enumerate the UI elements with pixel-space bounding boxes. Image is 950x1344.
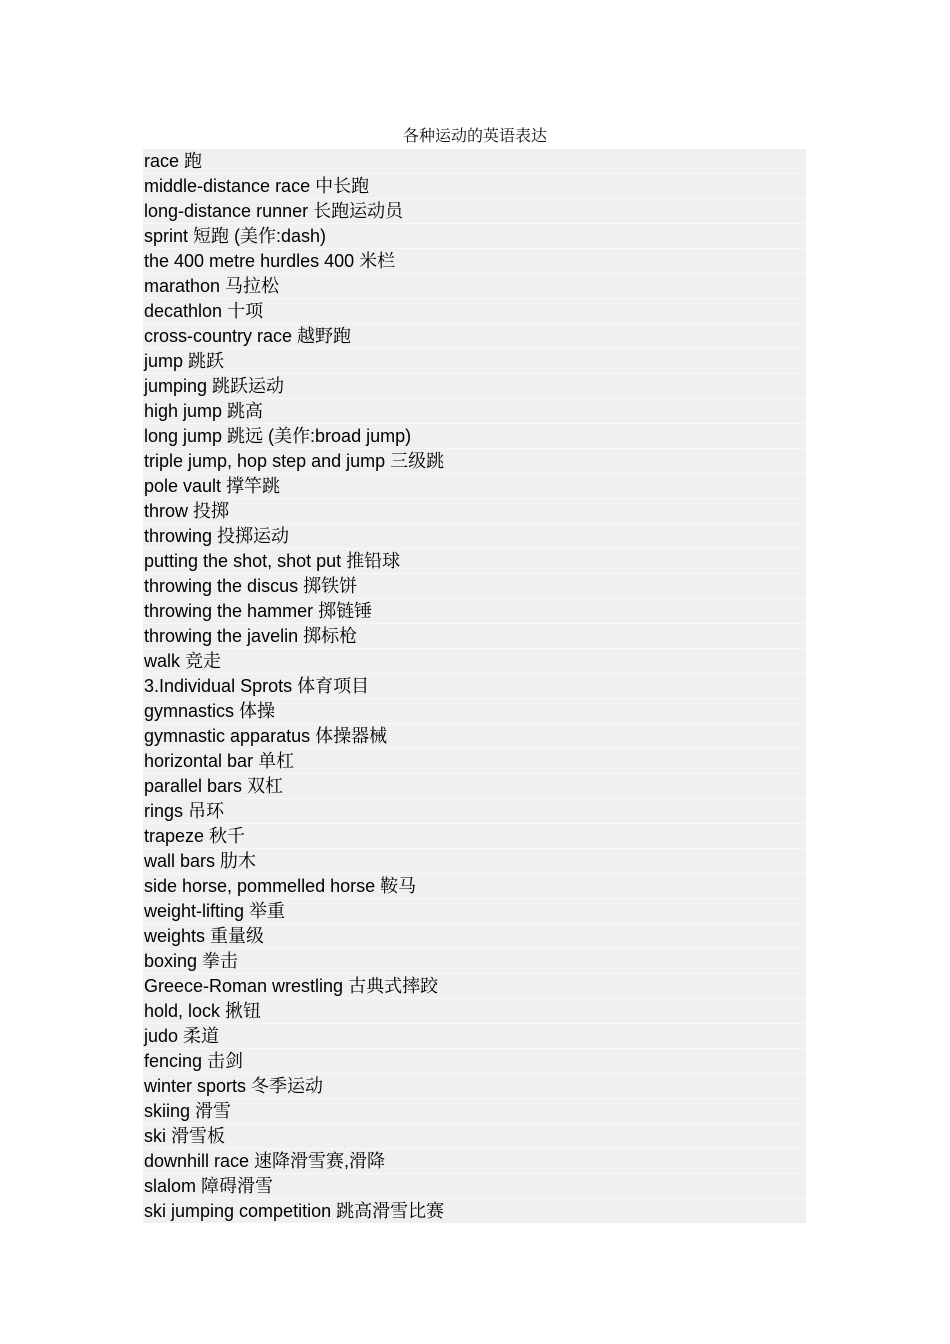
term-entry: throwing the javelin 掷标枪 — [143, 624, 806, 649]
term-entry: wall bars 肋木 — [143, 849, 806, 874]
term-entry: throw 投掷 — [143, 499, 806, 524]
term-entry: gymnastics 体操 — [143, 699, 806, 724]
term-entry: ski jumping competition 跳高滑雪比赛 — [144, 1201, 445, 1221]
term-entry: gymnastic apparatus 体操器械 — [143, 724, 806, 749]
term-entry: sprint 短跑 (美作:dash) — [143, 224, 806, 249]
term-entry: rings 吊环 — [143, 799, 806, 824]
term-entry: 3.Individual Sprots 体育项目 — [143, 674, 806, 699]
term-entry: race 跑 — [143, 149, 806, 174]
term-entry: boxing 拳击 — [143, 949, 806, 974]
term-entry: jumping 跳跃运动 — [143, 374, 806, 399]
term-entry: side horse, pommelled horse 鞍马 — [143, 874, 806, 899]
term-entry: weight-lifting 举重 — [143, 899, 806, 924]
term-entry: cross-country race 越野跑 — [143, 324, 806, 349]
term-entry: decathlon 十项 — [143, 299, 806, 324]
term-entry: triple jump, hop step and jump 三级跳 — [143, 449, 806, 474]
term-entry: pole vault 撑竿跳 — [143, 474, 806, 499]
term-entry: trapeze 秋千 — [143, 824, 806, 849]
term-entry: skiing 滑雪 — [143, 1099, 806, 1124]
term-entry: high jump 跳高 — [143, 399, 806, 424]
term-entry: Greece-Roman wrestling 古典式摔跤 — [143, 974, 806, 999]
term-entry: fencing 击剑 — [143, 1049, 806, 1074]
term-entry: putting the shot, shot put 推铅球 — [143, 549, 806, 574]
term-entry: winter sports 冬季运动 — [143, 1074, 806, 1099]
term-entry: judo 柔道 — [143, 1024, 806, 1049]
term-entry: throwing the discus 掷铁饼 — [143, 574, 806, 599]
term-entry: weights 重量级 — [143, 924, 806, 949]
term-entry: the 400 metre hurdles 400 米栏 — [143, 249, 806, 274]
term-entry: downhill race 速降滑雪赛,滑降 — [143, 1149, 806, 1174]
term-entry: throwing 投掷运动 — [143, 524, 806, 549]
term-entry: marathon 马拉松 — [143, 274, 806, 299]
term-entry: long jump 跳远 (美作:broad jump) — [143, 424, 806, 449]
term-entry: slalom 障碍滑雪 — [143, 1174, 806, 1199]
term-entry: throwing the hammer 掷链锤 — [143, 599, 806, 624]
term-entry: parallel bars 双杠 — [143, 774, 806, 799]
term-entry: ski 滑雪板 — [143, 1124, 806, 1149]
term-list — [143, 149, 806, 1223]
term-entry: long-distance runner 长跑运动员 — [143, 199, 806, 224]
term-entry: walk 竞走 — [143, 649, 806, 674]
term-entry: hold, lock 揪钮 — [143, 999, 806, 1024]
term-entry: jump 跳跃 — [143, 349, 806, 374]
term-entry: horizontal bar 单杠 — [143, 749, 806, 774]
page-title: 各种运动的英语表达 — [402, 126, 547, 145]
term-entry: middle-distance race 中长跑 — [143, 174, 806, 199]
